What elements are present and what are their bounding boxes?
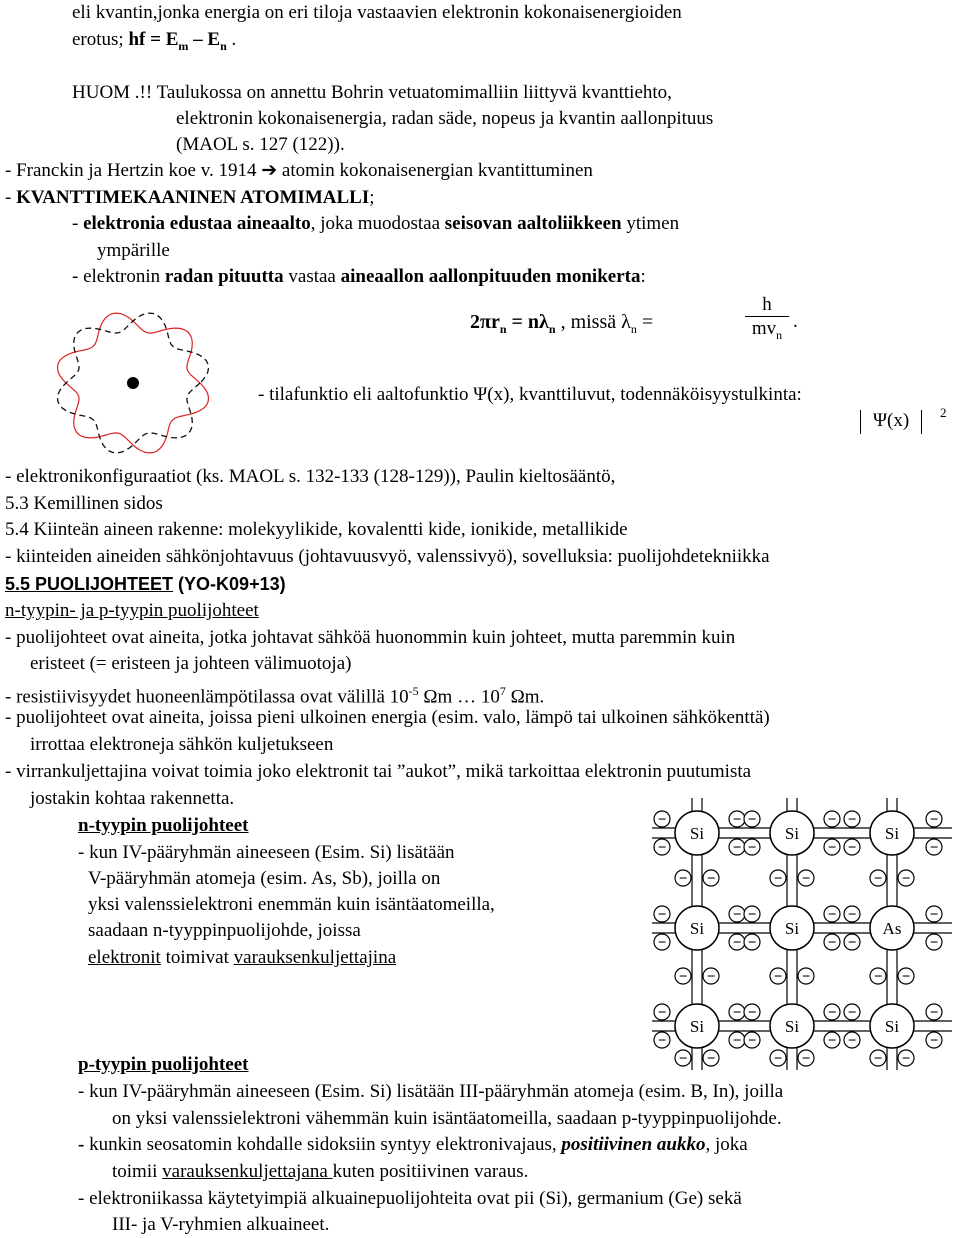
para3-line-1: - puolijohteet ovat aineita, joissa pieni ulkoinen energia (esim. valo, lämpö tai ulkoinen sähkökenttä) [5,707,770,728]
electron-symbol: − [847,812,857,828]
text: kuten positiivinen varaus. [332,1161,529,1182]
text: kunkin seosatomin kohdalle sidoksiin syntyy elektronivajaus, [84,1134,562,1155]
p-line-6: III- ja V-ryhmien alkuaineet. [112,1214,330,1235]
eq-text: , missä λ [555,311,631,333]
text: ytimen [621,213,680,234]
p-line-4 [112,1161,528,1183]
atom-label: Si [884,1017,900,1036]
p-type-heading: p-tyypin puolijohteet [78,1054,249,1075]
electron-symbol: − [773,969,783,985]
arrow-icon: ➔ [261,160,278,181]
electron-symbol: − [827,935,837,951]
electron-symbol: − [929,907,939,923]
electron-symbol: − [732,1005,742,1021]
sub: m [178,38,189,53]
section-title-text: 5.5 PUOLIJOHTEET [5,574,174,594]
electron-symbol: − [873,969,883,985]
dash: - [5,187,17,208]
n-type-heading: n-tyypin puolijohteet [78,815,249,836]
electron-symbol: − [827,840,837,856]
text: - [72,213,84,234]
electron-symbol: − [706,1051,716,1067]
bold-text: radan pituutta [164,266,284,287]
den-text: mv [751,318,777,339]
konf-line-1: - elektronikonfiguraatiot (ks. MAOL s. 132-133 (128-129)), Paulin kieltosääntö, [5,466,616,487]
atom-label: Si [784,919,800,938]
huom-line-2: elektronin kokonaisenergia, radan säde, nopeus ja kvantin aallonpituus [176,108,714,129]
huom-line-3: (MAOL s. 127 (122)). [176,134,345,155]
electron-symbol: − [773,871,783,887]
nucleus-dot [127,377,139,389]
n-line-5 [88,947,396,969]
konf-line-4: - kiinteiden aineiden sähkönjohtavuus (johtavuusvyö, valenssivyö), sovelluksia: puolijohdetekniikka [5,546,770,567]
electron-symbol: − [929,1005,939,1021]
emphasis-text: positiivinen aukko [561,1134,706,1155]
text: - resistiivisyydet huoneenlämpötilassa ovat välillä 10 [5,686,409,708]
huom-line-1: HUOM .!! Taulukossa on annettu Bohrin vetuatomimalliin liittyvä kvanttiehto, [72,82,672,103]
text: , joka [705,1134,748,1155]
electron-symbol: − [747,1033,757,1049]
electron-symbol: − [847,1005,857,1021]
atom-label: Si [689,824,705,843]
heading-text: KVANTTIMEKAANINEN ATOMIMALLI [16,187,370,208]
electron-symbol: − [847,907,857,923]
underlined-text: elektronit [88,947,161,968]
p-line-1: - kun IV-pääryhmän aineeseen (Esim. Si) lisätään III-pääryhmän atomeja (esim. B, In), joilla [78,1081,784,1102]
formula: – E [188,29,221,50]
text: toimivat [160,947,234,968]
para2-line [5,680,544,708]
sub: n [220,38,227,53]
electron-symbol: − [801,1051,811,1067]
bold-text: elektronia edustaa aineaalto [83,213,311,234]
text: Ωm … 10 [418,686,500,708]
atom-label: Si [689,919,705,938]
konf-line-3: 5.4 Kiinteän aineen rakenne: molekyylikide, kovalentti kide, ionikide, metallikide [5,519,628,540]
n-line-3: yksi valenssielektroni enemmän kuin isäntäatomeilla, [88,894,495,915]
psi-exponent: 2 [940,405,947,420]
underlined-text: varauksenkuljettajina [233,947,397,968]
electron-symbol: − [901,1051,911,1067]
electron-symbol: − [747,812,757,828]
electron-symbol: − [929,812,939,828]
underlined-text: varauksenkuljettajana [162,1161,333,1182]
standing-wave-diagram [50,306,220,456]
text: Ωm. [505,686,545,708]
text: ; [369,187,375,208]
konf-line-2: 5.3 Kemillinen sidos [5,493,163,514]
p-line-3 [78,1134,748,1156]
electron-symbol: − [747,840,757,856]
electron-symbol: − [657,907,667,923]
electron-symbol: − [773,1051,783,1067]
section-code: (YO-K09+13) [173,574,286,594]
text: : [640,266,646,287]
atom-label: Si [784,1017,800,1036]
electron-symbol: − [901,969,911,985]
para1-line-2: eristeet (= eristeen ja johteen välimuotoja) [30,653,352,674]
fraction-denominator [745,316,789,347]
electron-symbol: − [678,871,688,887]
text: . [226,29,237,50]
para4-line-2: jostakin kohtaa rakennetta. [30,788,235,809]
electron-symbol: − [873,871,883,887]
electron-symbol: − [901,871,911,887]
electron-symbol: − [657,812,667,828]
electron-symbol: − [801,871,811,887]
electron-symbol: − [732,840,742,856]
electron-symbol: − [827,812,837,828]
bold-text: aineaallon aallonpituuden monikerta [340,266,641,287]
electron-symbol: − [678,969,688,985]
electron-symbol: − [827,1005,837,1021]
electron-symbol: − [732,935,742,951]
elektroni-line-3 [72,266,646,288]
para4-line-1: - virrankuljettajina voivat toimia joko elektronit tai ”aukot”, mikä tarkoittaa elektronin puutumista [5,761,752,782]
electron-symbol: − [847,840,857,856]
eq-sub: n [630,322,637,336]
electron-symbol: − [929,840,939,856]
text: toimii [112,1161,163,1182]
para3-line-2: irrottaa elektroneja sähkön kuljetukseen [30,734,334,755]
n-line-2: V-pääryhmän atomeja (esim. As, Sb), joilla on [88,868,441,889]
electron-symbol: − [873,1051,883,1067]
electron-symbol: − [847,1033,857,1049]
electron-symbol: − [801,969,811,985]
electron-symbol: − [732,812,742,828]
atom-label: Si [884,824,900,843]
electron-symbol: − [827,907,837,923]
formula: hf = E [128,29,179,50]
electron-symbol: − [929,935,939,951]
eq-sub: n [548,322,556,336]
electron-symbol: − [929,1033,939,1049]
electron-symbol: − [747,935,757,951]
text: - Franckin ja Hertzin koe v. 1914 [5,160,262,181]
electron-symbol: − [657,840,667,856]
atom-label: Si [689,1017,705,1036]
eq-text: = nλ [506,311,549,333]
electron-symbol: − [657,1033,667,1049]
sup: 7 [499,684,506,698]
kvantti-heading [5,187,375,209]
para1-line-1: - puolijohteet ovat aineita, jotka johtavat sähköä huonommin kuin johteet, mutta paremmin kuin [5,627,736,648]
tilafunktio-line: - tilafunktio eli aaltofunktio Ψ(x), kvanttiluvut, todennäköisyystulkinta: [258,384,802,405]
sup: -5 [408,684,419,698]
text: erotus; [72,29,129,50]
electron-symbol: − [657,1005,667,1021]
eq-period: . [793,311,798,332]
psi-text: Ψ(x) [873,410,910,431]
intro-line-2 [72,29,236,57]
np-heading: n-tyypin- ja p-tyypin puolijohteet [5,600,259,621]
electron-symbol: − [657,935,667,951]
electron-symbol: − [747,1005,757,1021]
electron-symbol: − [827,1033,837,1049]
electron-symbol: − [678,1051,688,1067]
den-sub: n [776,327,783,342]
atom-label: Si [784,824,800,843]
elektroni-line-1 [72,213,679,235]
eq-text: 2πr [470,311,500,333]
electron-symbol: − [706,871,716,887]
text: vastaa [283,266,341,287]
fraction [745,294,789,347]
electron-symbol: − [747,907,757,923]
atom-label: As [882,919,902,938]
equation [470,311,653,340]
psi-abs [860,410,922,434]
text: atomin kokonaisenergian kvantittuminen [277,160,593,181]
crystal-lattice-diagram [652,798,952,1070]
electron-symbol: − [706,969,716,985]
text: - elektronin [72,266,165,287]
fraction-numerator: h [762,294,772,315]
text: , joka muodostaa [310,213,445,234]
dash: - [78,1134,85,1155]
n-line-4: saadaan n-tyyppinpuolijohde, joissa [88,920,361,941]
eq-text: = [636,311,654,333]
electron-symbol: − [732,907,742,923]
franck-line [5,160,593,182]
elektroni-line-2: ympärille [97,240,170,261]
intro-line-1: eli kvantin,jonka energia on eri tiloja vastaavien elektronin kokonaisenergioiden [72,2,682,23]
p-line-2: on yksi valenssielektroni vähemmän kuin isäntäatomeilla, saadaan p-tyyppinpuolijohde. [112,1108,782,1129]
electron-symbol: − [847,935,857,951]
p-line-5: - elektroniikassa käytetyimpiä alkuainepuolijohteita ovat pii (Si), germanium (Ge) sekä [78,1188,742,1209]
section-title [5,573,286,595]
electron-symbol: − [732,1033,742,1049]
bold-text: seisovan aaltoliikkeen [444,213,622,234]
eq-sub: n [499,322,507,336]
n-line-1: - kun IV-pääryhmän aineeseen (Esim. Si) lisätään [78,842,455,863]
